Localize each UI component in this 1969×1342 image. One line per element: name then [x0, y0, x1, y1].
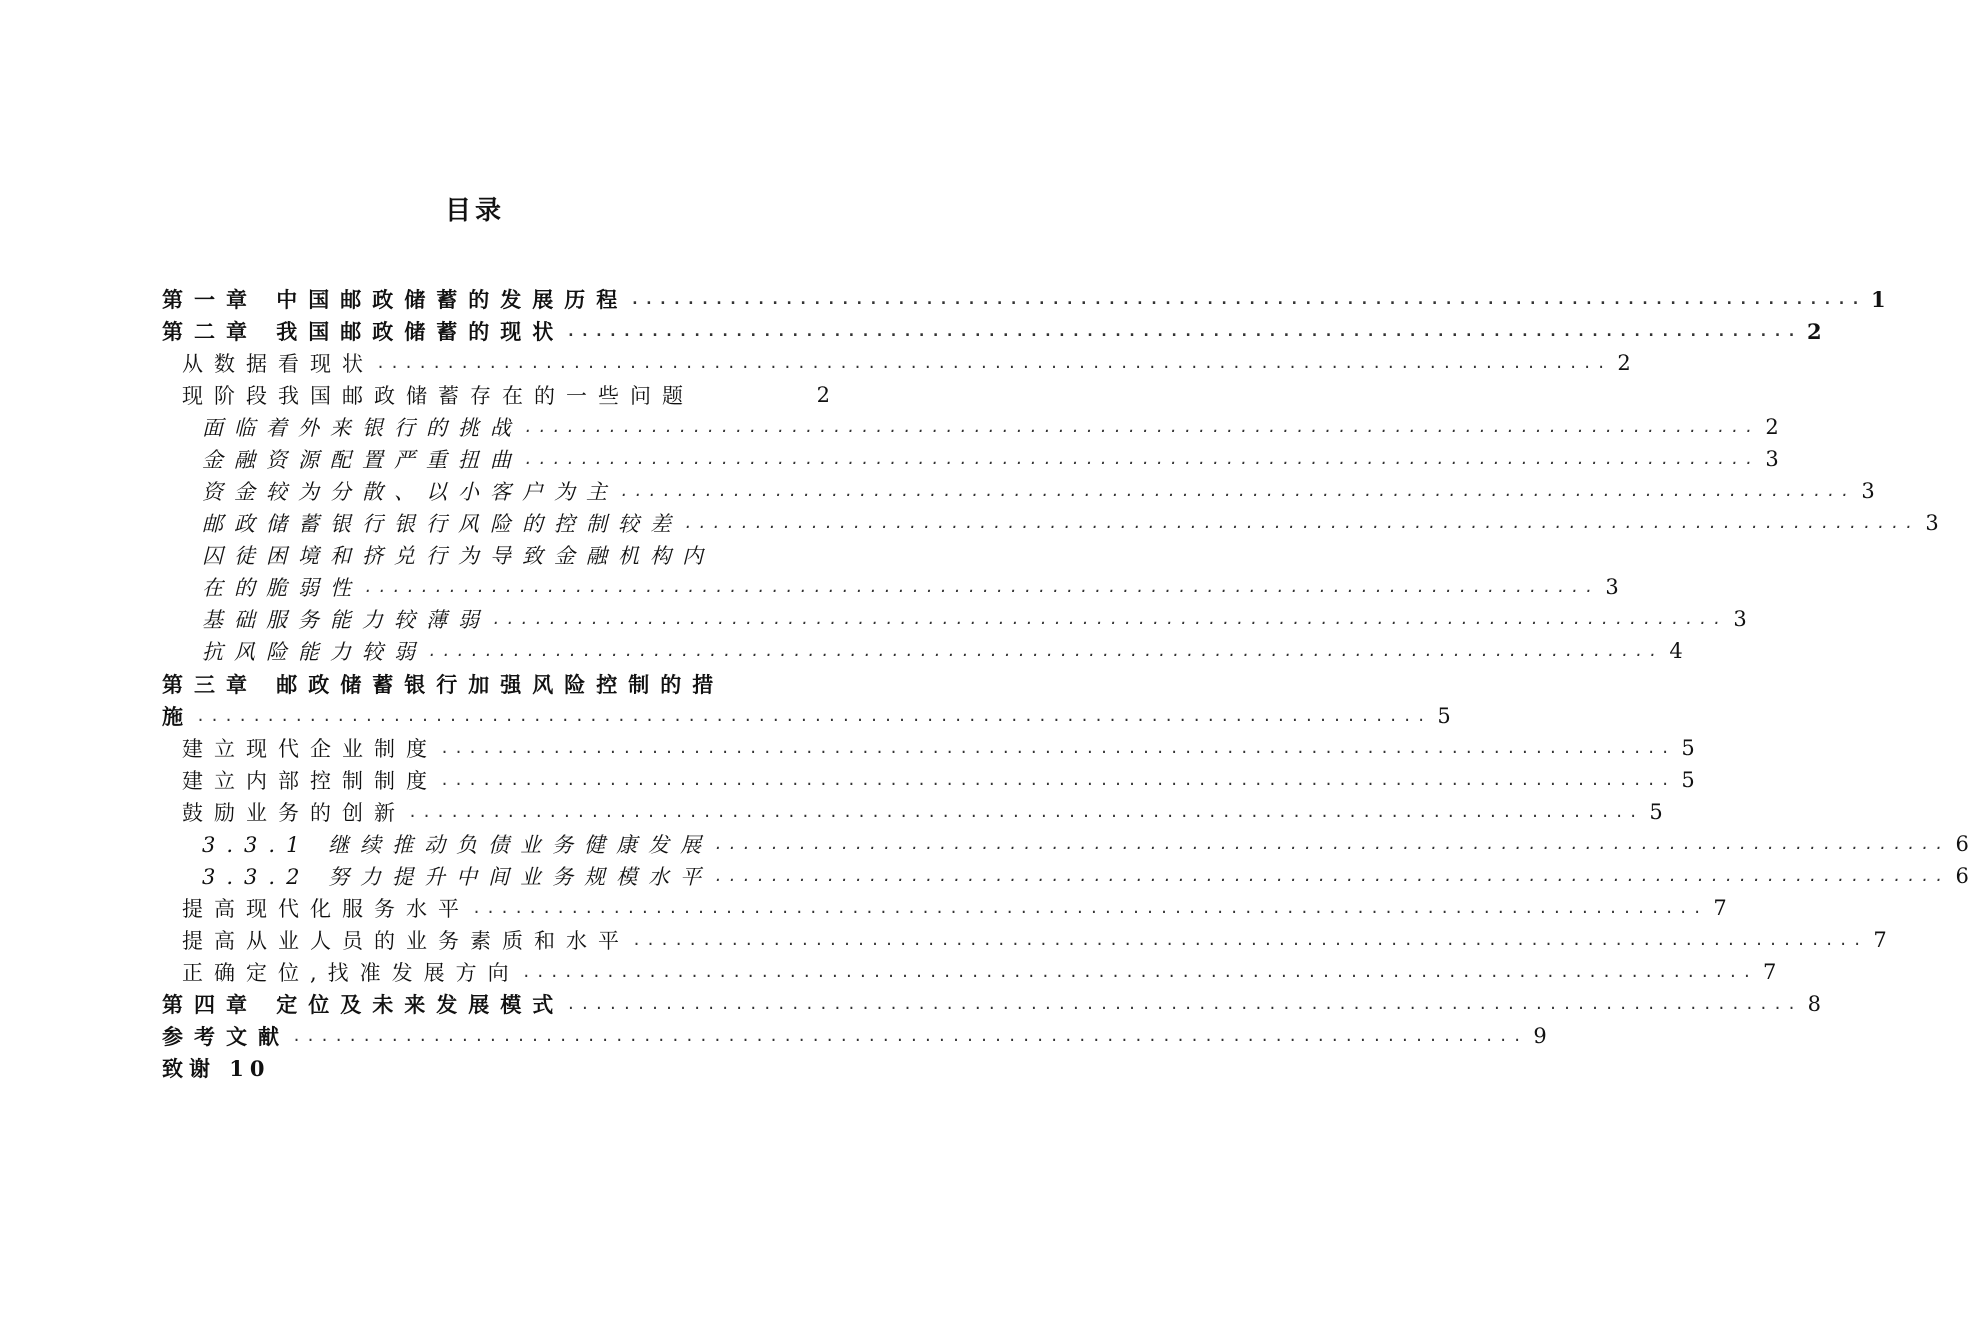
toc-entry-page: 3 [1861, 479, 1875, 503]
toc-entry-3-5[interactable] [182, 924, 1887, 956]
leader-dots: ........................................................................................ [632, 931, 1867, 949]
page-title: 目录 [444, 196, 505, 226]
leader-dots: ........................................................................................ [521, 963, 1757, 981]
toc-entry-text: 致谢 10 [162, 1056, 271, 1081]
toc-entry-chapter-1[interactable] [162, 283, 1886, 315]
toc-entry-text: 面临着外来银行的挑战 [202, 416, 522, 440]
leader-dots: ........................................................................................ [364, 578, 1599, 596]
toc-entry-chapter-3-line1[interactable] [162, 668, 830, 700]
leader-dots: ........................................................................................ [408, 803, 1643, 821]
toc-entry-page: 7 [1763, 960, 1777, 984]
toc-entry-2-2-5-line2[interactable] [202, 571, 1619, 603]
toc-entry-text: 邮政储蓄银行银行风险的控制较差 [202, 512, 682, 536]
leader-dots: ........................................................................................ [472, 899, 1707, 917]
leader-dots: ........................................................................................ [524, 418, 1759, 436]
toc-entry-acknowledgements[interactable] [162, 1052, 285, 1084]
toc-entry-page: 2 [1807, 318, 1822, 344]
toc-entry-page: 2 [1617, 351, 1631, 375]
toc-entry-3-4[interactable] [182, 892, 1727, 924]
toc-entry-text: 在的脆弱性 [202, 576, 362, 600]
toc-entry-3-3-2[interactable] [202, 860, 1969, 892]
toc-entry-references[interactable] [162, 1020, 1547, 1052]
toc-entry-page: 2 [1765, 415, 1779, 439]
toc-entry-page: 6 [1955, 864, 1969, 888]
toc-entry-text: 从数据看现状 [182, 352, 374, 376]
toc-entry-chapter-3-line2[interactable] [162, 700, 1451, 732]
toc-entry-2-2-4[interactable] [202, 507, 1939, 539]
toc-entry-text: 资金较为分散、以小客户为主 [202, 480, 618, 504]
toc-entry-text: 金融资源配置严重扭曲 [202, 448, 522, 472]
leader-dots: ........................................................................................ [492, 610, 1727, 628]
toc-entry-2-2-6[interactable] [202, 603, 1747, 635]
toc-entry-page: 6 [1955, 832, 1969, 856]
toc-entry-page: 4 [1669, 639, 1683, 663]
toc-entry-2-2[interactable] [182, 379, 830, 411]
toc-entry-page: 3 [1925, 511, 1939, 535]
toc-entry-chapter-4[interactable] [162, 988, 1822, 1020]
toc-entry-text: 3.3.2 努力提升中间业务规模水平 [202, 865, 713, 889]
toc-entry-2-2-7[interactable] [202, 635, 1683, 667]
toc-entry-page: 1 [1871, 286, 1886, 312]
leader-dots: ........................................................................................ [620, 482, 1855, 500]
toc-entry-text: 正确定位,找准发展方向 [182, 961, 520, 985]
leader-dots: ........................................................................................ [714, 835, 1949, 853]
leader-dots: ........................................................................................ [566, 322, 1802, 340]
leader-dots: ........................................................................................ [376, 354, 1611, 372]
toc-entry-3-6[interactable] [182, 956, 1777, 988]
toc-entry-text: 抗风险能力较弱 [202, 640, 426, 664]
toc-entry-text: 第一章 中国邮政储蓄的发展历程 [162, 287, 629, 312]
toc-entry-page: 5 [1681, 736, 1695, 760]
leader-dots: ........................................................................................ [440, 771, 1675, 789]
toc-entry-text: 建立内部控制制度 [182, 769, 438, 793]
leader-dots: ........................................................................................ [566, 995, 1802, 1013]
toc-entry-text: 建立现代企业制度 [182, 737, 438, 761]
toc-entry-page: 9 [1533, 1024, 1547, 1048]
toc-entry-2-2-3[interactable] [202, 475, 1875, 507]
toc-entry-page: 3 [1733, 607, 1747, 631]
leader-dots: ........................................................................................ [428, 642, 1663, 660]
toc-entry-chapter-2[interactable] [162, 315, 1822, 347]
leader-dots: ........................................................................................ [630, 290, 1866, 308]
toc-entry-text: 提高从业人员的业务素质和水平 [182, 929, 630, 953]
toc-entry-page: 8 [1807, 992, 1822, 1016]
toc-entry-text: 参考文献 [162, 1024, 290, 1049]
leader-dots: ........................................................................................ [292, 1027, 1527, 1045]
toc-entry-page: 5 [1437, 704, 1451, 728]
toc-entry-page: 7 [1713, 896, 1727, 920]
toc-entry-text: 现阶段我国邮政储蓄存在的一些问题 [182, 384, 694, 408]
toc-entry-page: 5 [1649, 800, 1663, 824]
toc-entry-text: 第二章 我国邮政储蓄的现状 [162, 319, 565, 344]
toc-entry-3-2[interactable] [182, 764, 1695, 796]
leader-dots: ........................................................................................ [684, 514, 1919, 532]
toc-entry-text: 第四章 定位及未来发展模式 [162, 992, 565, 1017]
toc-entry-text: 基础服务能力较薄弱 [202, 608, 490, 632]
toc-entry-page: 5 [1681, 768, 1695, 792]
toc-entry-text: 鼓励业务的创新 [182, 801, 406, 825]
toc-entry-text: 第三章 邮政储蓄银行加强风险控制的措 [162, 672, 725, 697]
leader-dots: ........................................................................................ [714, 867, 1949, 885]
leader-dots: ........................................................................................ [440, 739, 1675, 757]
toc-entry-2-1[interactable] [182, 347, 1631, 379]
toc-entry-text: 囚徒困境和挤兑行为导致金融机构内 [202, 544, 714, 568]
toc-entry-2-2-1[interactable] [202, 411, 1779, 443]
toc-entry-3-1[interactable] [182, 732, 1695, 764]
toc-entry-text: 3.3.1 继续推动负债业务健康发展 [202, 833, 713, 857]
toc-entry-text: 施 [162, 704, 194, 729]
toc-entry-text: 提高现代化服务水平 [182, 897, 470, 921]
toc-entry-page: 3 [1765, 447, 1779, 471]
toc-entry-page: 7 [1873, 928, 1887, 952]
toc-entry-2-2-2[interactable] [202, 443, 1779, 475]
leader-dots: ........................................................................................ [196, 707, 1431, 725]
toc-entry-3-3[interactable] [182, 796, 1663, 828]
toc-entry-page: 2 [816, 383, 830, 407]
toc-entry-2-2-5-line1[interactable] [202, 539, 830, 571]
leader-dots: ........................................................................................ [524, 450, 1759, 468]
toc-entry-page: 3 [1605, 575, 1619, 599]
toc-entry-3-3-1[interactable] [202, 828, 1969, 860]
